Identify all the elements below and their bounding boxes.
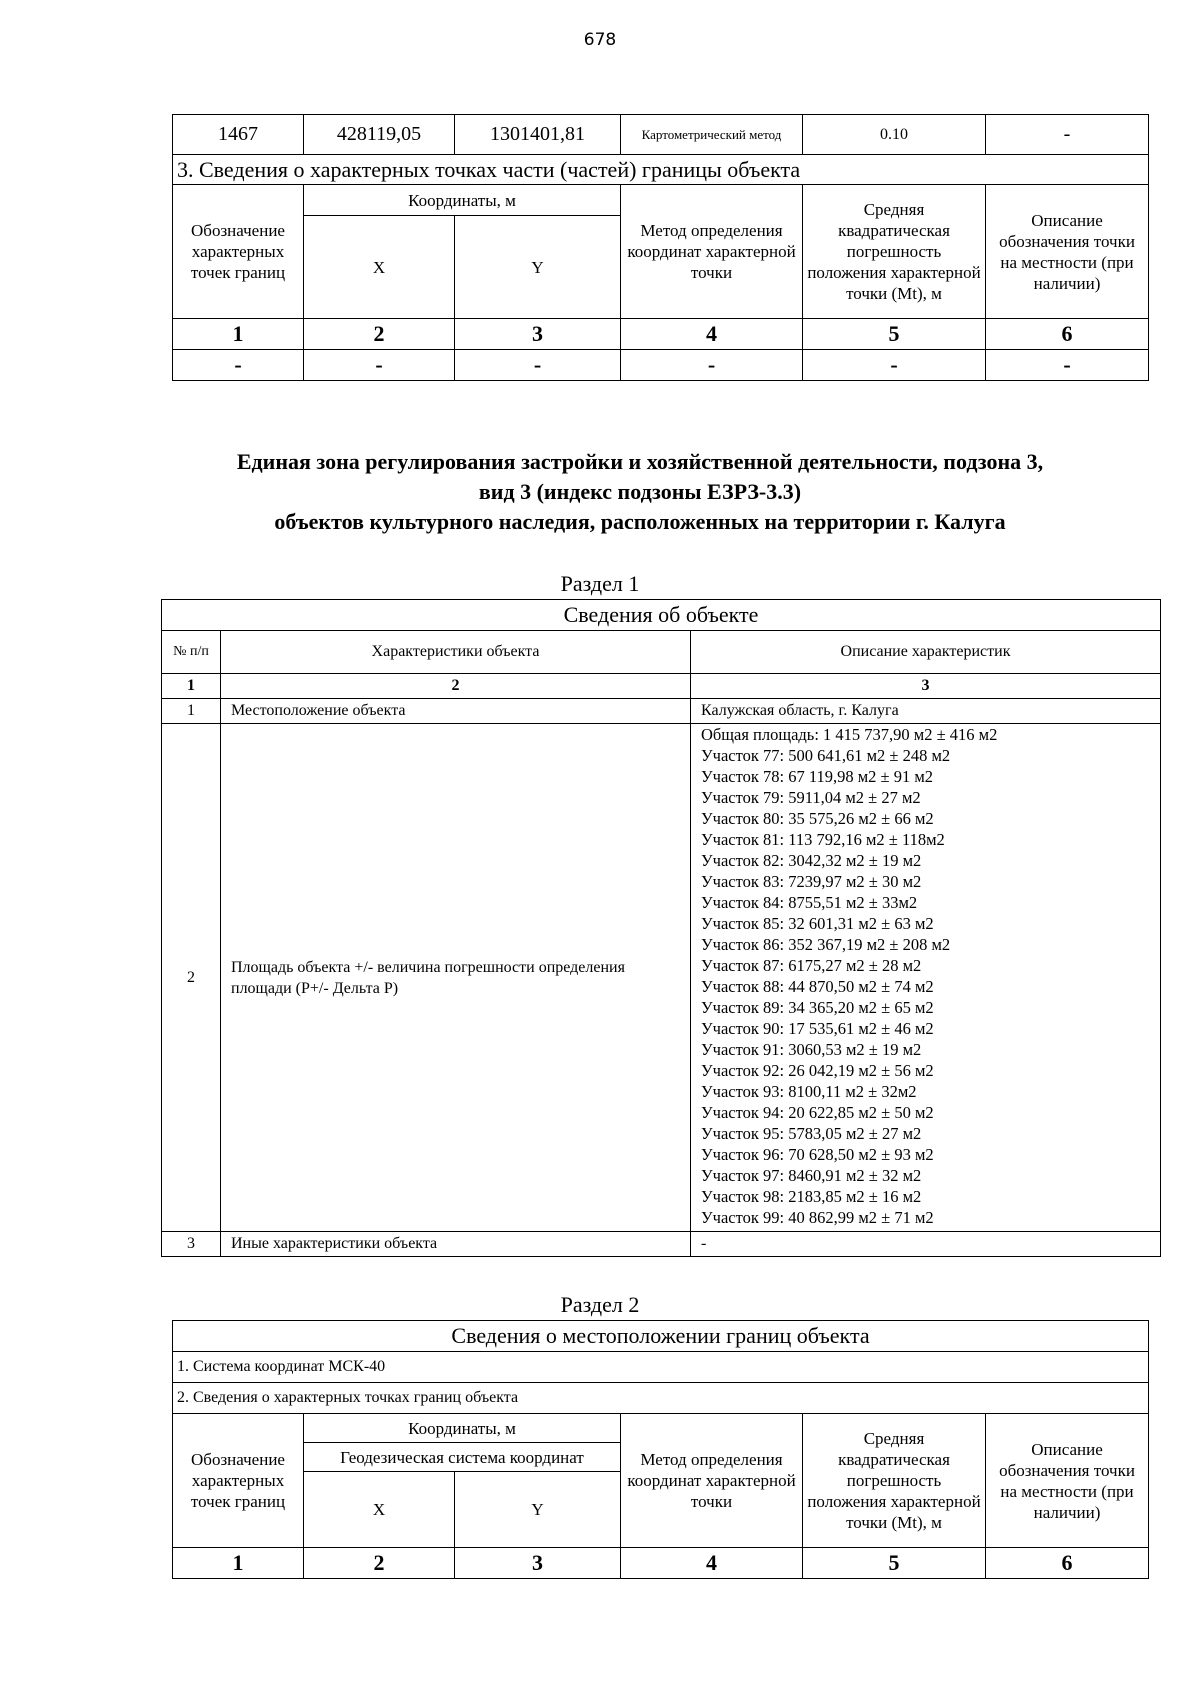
empty-cell: -	[304, 350, 455, 381]
area-item: Участок 88: 44 870,50 м2 ± 74 м2	[701, 977, 934, 996]
description: -	[986, 115, 1149, 155]
characteristic: Иные характеристики объекта	[221, 1232, 691, 1257]
area-item: Участок 82: 3042,32 м2 ± 19 м2	[701, 851, 922, 870]
section2-title: Раздел 2	[560, 1292, 640, 1317]
row-number: 1	[162, 699, 221, 724]
column-number: 2	[304, 319, 455, 350]
boundary-points-table	[172, 114, 1149, 381]
header-point-designation: Обозначение характерных точек границ	[173, 1414, 304, 1548]
header-characteristics: Характеристики объекта	[221, 631, 691, 674]
column-number: 3	[455, 319, 621, 350]
empty-cell: -	[803, 350, 986, 381]
empty-cell: -	[455, 350, 621, 381]
coord-x: 428119,05	[304, 115, 455, 155]
empty-cell: -	[173, 350, 304, 381]
coordinate-system: 1. Система координат МСК-40	[173, 1352, 1149, 1383]
error: 0.10	[803, 115, 986, 155]
area-item: Участок 91: 3060,53 м2 ± 19 м2	[701, 1040, 922, 1059]
area-item: Участок 98: 2183,85 м2 ± 16 м2	[701, 1187, 922, 1206]
header-y: Y	[455, 216, 621, 319]
area-item: Участок 86: 352 367,19 м2 ± 208 м2	[701, 935, 951, 954]
header-error: Средняя квадратическая погрешность положения характерной точки (Mt), м	[803, 1414, 986, 1548]
section1-title: Раздел 1	[560, 571, 640, 596]
area-item: Участок 94: 20 622,85 м2 ± 50 м2	[701, 1103, 934, 1122]
area-item: Участок 84: 8755,51 м2 ± 33м2	[701, 893, 918, 912]
characteristic-value: Калужская область, г. Калуга	[691, 699, 1161, 724]
area-item: Участок 97: 8460,91 м2 ± 32 м2	[701, 1166, 922, 1185]
characteristic: Местоположение объекта	[221, 699, 691, 724]
column-number: 6	[986, 319, 1149, 350]
area-item: Общая площадь: 1 415 737,90 м2 ± 416 м2	[701, 725, 998, 744]
zone-heading	[100, 447, 1180, 537]
header-x: X	[304, 216, 455, 319]
table-title: Сведения о местоположении границ объекта	[173, 1321, 1149, 1352]
boundary-location-table	[172, 1320, 1149, 1579]
header-description: Описание обозначения точки на местности (при наличии)	[986, 185, 1149, 319]
row-number: 3	[162, 1232, 221, 1257]
header-point-designation: Обозначение характерных точек границ	[173, 185, 304, 319]
header-coordinates: Координаты, м	[304, 185, 621, 216]
area-item: Участок 85: 32 601,31 м2 ± 63 м2	[701, 914, 934, 933]
point-id: 1467	[173, 115, 304, 155]
column-number: 2	[221, 674, 691, 699]
heading-line: объектов культурного наследия, расположенных на территории г. Калуга	[274, 509, 1006, 534]
column-number: 1	[173, 319, 304, 350]
section-title: 3. Сведения о характерных точках части (частей) границы объекта	[173, 155, 1149, 185]
header-description: Описание обозначения точки на местности (при наличии)	[986, 1414, 1149, 1548]
area-item: Участок 90: 17 535,61 м2 ± 46 м2	[701, 1019, 934, 1038]
header-method: Метод определения координат характерной точки	[621, 185, 803, 319]
column-number: 5	[803, 1548, 986, 1579]
object-info-table	[161, 599, 1161, 1257]
header-y: Y	[455, 1472, 621, 1548]
header-description: Описание характеристик	[691, 631, 1161, 674]
area-item: Участок 79: 5911,04 м2 ± 27 м2	[701, 788, 921, 807]
column-number: 4	[621, 319, 803, 350]
area-item: Участок 87: 6175,27 м2 ± 28 м2	[701, 956, 922, 975]
coord-y: 1301401,81	[455, 115, 621, 155]
header-method: Метод определения координат характерной точки	[621, 1414, 803, 1548]
area-item: Участок 96: 70 628,50 м2 ± 93 м2	[701, 1145, 934, 1164]
table-row	[162, 724, 1161, 1232]
characteristic-value: -	[691, 1232, 1161, 1257]
area-item: Участок 93: 8100,11 м2 ± 32м2	[701, 1082, 917, 1101]
header-x: X	[304, 1472, 455, 1548]
table-row	[173, 115, 1149, 155]
row-number: 2	[162, 724, 221, 1232]
heading-line: Единая зона регулирования застройки и хозяйственной деятельности, подзона 3,	[236, 449, 1044, 474]
column-number: 1	[162, 674, 221, 699]
area-item: Участок 92: 26 042,19 м2 ± 56 м2	[701, 1061, 934, 1080]
area-item: Участок 89: 34 365,20 м2 ± 65 м2	[701, 998, 934, 1017]
empty-cell: -	[621, 350, 803, 381]
table-row	[162, 699, 1161, 724]
area-item: Участок 81: 113 792,16 м2 ± 118м2	[701, 830, 945, 849]
page-number: 678	[583, 30, 617, 50]
empty-cell: -	[986, 350, 1149, 381]
area-item: Участок 99: 40 862,99 м2 ± 71 м2	[701, 1208, 934, 1227]
heading-line: вид 3 (индекс подзоны ЕЗРЗ-3.3)	[478, 479, 802, 504]
area-item: Участок 77: 500 641,61 м2 ± 248 м2	[701, 746, 951, 765]
header-coordinates: Координаты, м	[304, 1414, 621, 1443]
column-number: 1	[173, 1548, 304, 1579]
area-list	[691, 724, 1161, 1232]
characteristic: Площадь объекта +/- величина погрешности определения площади (Р+/- Дельта Р)	[221, 724, 691, 1232]
column-number: 6	[986, 1548, 1149, 1579]
header-geodetic-system: Геодезическая система координат	[304, 1443, 621, 1472]
column-number: 3	[455, 1548, 621, 1579]
column-number: 2	[304, 1548, 455, 1579]
area-item: Участок 78: 67 119,98 м2 ± 91 м2	[701, 767, 934, 786]
header-num: № п/п	[162, 631, 221, 674]
area-item: Участок 95: 5783,05 м2 ± 27 м2	[701, 1124, 922, 1143]
table-row	[162, 1232, 1161, 1257]
points-title: 2. Сведения о характерных точках границ объекта	[173, 1383, 1149, 1414]
method: Картометрический метод	[621, 115, 803, 155]
column-number: 4	[621, 1548, 803, 1579]
column-number: 3	[691, 674, 1161, 699]
header-error: Средняя квадратическая погрешность положения характерной точки (Mt), м	[803, 185, 986, 319]
column-number: 5	[803, 319, 986, 350]
table-title: Сведения об объекте	[162, 600, 1161, 631]
area-item: Участок 80: 35 575,26 м2 ± 66 м2	[701, 809, 934, 828]
area-item: Участок 83: 7239,97 м2 ± 30 м2	[701, 872, 922, 891]
